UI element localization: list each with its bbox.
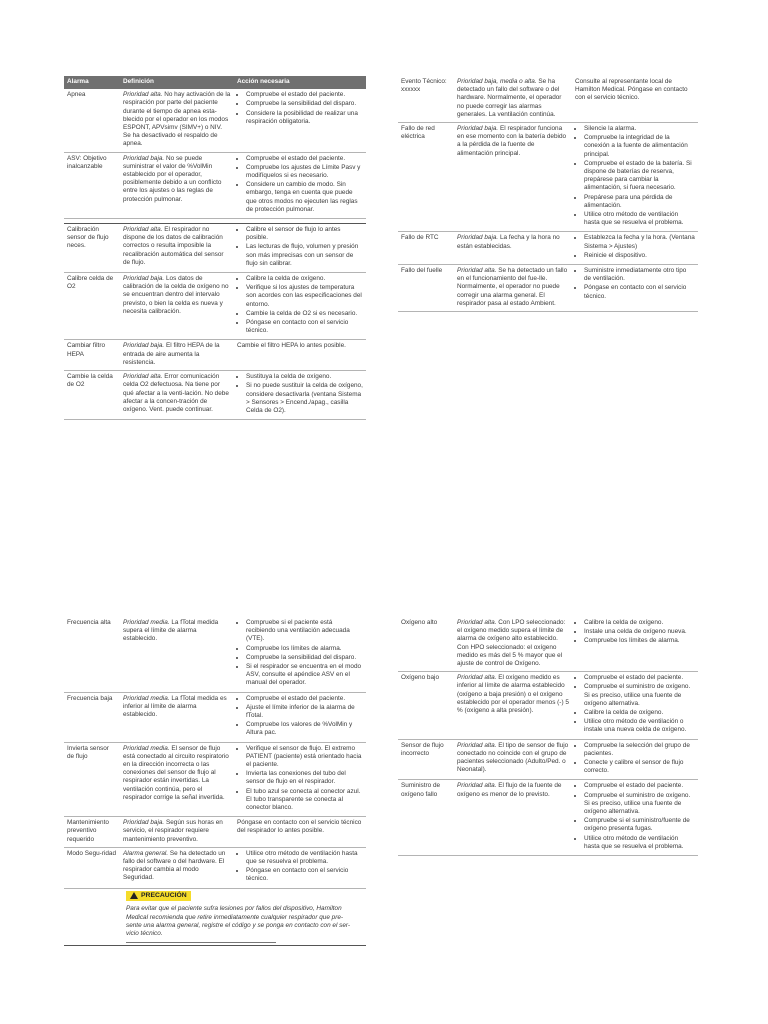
action-item: • Calibre el sensor de flujo lo antes posible.	[246, 226, 363, 242]
action-item: • Compruebe si el suministro/fuente de oxígeno presenta fugas.	[584, 817, 695, 833]
table-row	[398, 617, 698, 672]
action-item: • Verifique si los ajustes de temperatura son acordes con las especificaciones del entorno.	[246, 284, 363, 309]
alarm-definition: Prioridad alta. Error comunicación celda O2 defectuosa. Na tiene por qué afectar a la venti-lación. No debe afectar a la concen-tración de oxígeno. Vent. puede continuar.	[123, 373, 229, 413]
alarm-action	[572, 740, 698, 780]
action-item: • Considere la posibilidad de realizar una respiración obligatoria.	[246, 110, 363, 126]
table-row	[398, 76, 698, 123]
alarm-action	[572, 123, 698, 231]
table-row	[64, 743, 366, 818]
alarm-action	[234, 224, 366, 272]
table-header	[64, 76, 366, 89]
action-item: • Conecte y calibre el sensor de flujo correcto.	[584, 759, 695, 775]
alarm-name: Frecuencia baja	[67, 694, 113, 702]
alarm-definition: Prioridad alta. El tipo de sensor de flujo conectado no coincide con el grupo de pacientes seleccionado (Adulto/Ped. o Neonatal).	[457, 741, 569, 774]
alarm-action	[572, 232, 698, 264]
alarm-definition: Prioridad baja. Según sus horas en servicio, el respirador requiere mantenimiento preventivo.	[123, 819, 223, 843]
alarm-table-top-right	[398, 76, 698, 312]
table-row	[398, 123, 698, 232]
alarm-action	[234, 273, 366, 339]
warning-icon	[130, 892, 138, 899]
action-item: • Compruebe la selección del grupo de pacientes.	[584, 742, 695, 758]
alarm-name: Oxígeno alto	[401, 619, 438, 626]
alarm-name: ASV: Objetivo inalcanzable	[67, 154, 107, 170]
alarm-definition: Prioridad baja. Los datos de calibración de la celda de oxígeno no se encuentran dentro del intervalo previsto, o bien la celda es nueva y necesita calibración.	[123, 275, 229, 315]
table-row	[64, 371, 366, 420]
caution-rule	[126, 942, 276, 943]
alarm-action: Póngase en contacto con el servicio técnico del respirador lo antes posible.	[237, 819, 362, 835]
alarm-action	[572, 265, 698, 311]
action-item: • Silencie la alarma.	[584, 125, 695, 133]
alarm-action	[572, 780, 698, 855]
action-item: • Compruebe el estado de la batería. Si dispone de baterías de reserva, prepárese para cambiar la alimentación, si fuera necesario.	[584, 160, 695, 193]
table-row	[64, 340, 366, 371]
alarm-definition: Prioridad baja, media o alta. Se ha detectado un fallo del software o del hardware. Normalmente, el operador no puede corregir las alarmas generales. La ventilación continúa.	[457, 78, 562, 118]
action-item: • Sustituya la celda de oxígeno.	[246, 373, 363, 381]
alarm-name: Sensor de flujo incorrecto	[401, 741, 444, 757]
table-row	[64, 693, 366, 743]
action-item: • Suministre inmediatamente otro tipo de ventilación.	[584, 267, 695, 283]
alarm-name: Frecuencia alta	[67, 619, 111, 626]
action-item: • Calibre la celda de oxígeno.	[584, 619, 695, 627]
alarm-definition: Alarma general. Se ha detectado un fallo del software o del hardware. El respirador cambia al modo Seguridad.	[123, 849, 226, 882]
alarm-action	[572, 617, 698, 671]
alarm-name: Fallo de red eléctrica	[401, 125, 435, 141]
alarm-definition: Prioridad alta. El flujo de la fuente de oxígeno es menor de lo previsto.	[457, 782, 562, 798]
action-item: • Compruebe la sensibilidad del disparo.	[246, 654, 363, 662]
table-row	[64, 617, 366, 693]
table-row	[64, 817, 366, 848]
alarm-definition: Prioridad baja. El filtro HEPA de la entrada de aire aumenta la resistencia.	[123, 342, 220, 366]
alarm-table-top-left	[64, 76, 366, 420]
alarm-name: Modo Segu-ridad	[67, 849, 117, 857]
caution-title	[126, 891, 191, 901]
action-item: • Cambie la celda de O2 si es necesario.	[246, 310, 363, 318]
action-item: • Calibre la celda de oxígeno.	[246, 275, 363, 283]
alarm-name: Calibración sensor de flujo neces.	[67, 226, 109, 250]
alarm-definition: Prioridad alta. El oxígeno medido es inferior al límite de alarma establecido (oxígeno a baja presión) o el oxígeno establecido por el operador menos (-) 5 % (oxígeno a alta presión).	[457, 674, 569, 715]
alarm-name: Calibre celda de O2	[67, 275, 114, 291]
action-item: • Instale una celda de oxígeno nueva.	[584, 628, 695, 636]
action-item: • Las lecturas de flujo, volumen y presión son más imprecisas con un sensor de flujo sin calibrar.	[246, 243, 363, 268]
action-item: • Utilice otro método de ventilación o instale una nueva celda de oxígeno.	[584, 718, 695, 734]
alarm-name: Cambiar filtro HEPA	[67, 342, 105, 358]
action-item: • Utilice otro método de ventilación hasta que se resuelva el problema.	[584, 835, 695, 851]
table-row	[64, 273, 366, 340]
table-row	[64, 89, 366, 152]
action-item: • Compruebe los ajustes de Límite Pasv y modifíquelos si es necesario.	[246, 164, 363, 180]
alarm-definition: Prioridad alta. Se ha detectado un fallo en el funcionamiento del fue-lle. Normalmente, el operador no puede corregir una alarma general. El respirador pasa al estado Ambient.	[457, 267, 568, 307]
alarm-name: Mantenimiento preventivo requerido	[67, 819, 109, 843]
alarm-action	[234, 617, 366, 692]
action-item: • Utilice otro método de ventilación hasta que se resuelva el problema.	[246, 850, 363, 866]
alarm-table-bottom-left	[64, 617, 366, 946]
action-item: • Compruebe el suministro de oxígeno. Si es preciso, utilice una fuente de oxígeno alternativa.	[584, 792, 695, 817]
header-action: Acción necesaria	[237, 78, 290, 85]
alarm-definition: Prioridad baja. No se puede suministrar el valor de %VolMin establecido por el operador, posiblemente debido a un conflicto entre los ajustes o las reglas de protección pulmonar.	[123, 154, 222, 203]
alarm-definition: Prioridad media. La fTotal medida supera el límite de alarma establecido.	[123, 619, 219, 643]
alarm-action	[234, 693, 366, 742]
alarm-definition: Prioridad baja. La fecha y la hora no están establecidas.	[457, 234, 560, 250]
action-item: • Compruebe el estado del paciente.	[584, 782, 695, 790]
alarm-definition: Prioridad baja. El respirador funciona en ese momento con la batería debido a la pérdida de la fuente de alimentación principal.	[457, 125, 567, 157]
action-item: • Compruebe la sensibilidad del disparo.	[246, 100, 363, 108]
table-row	[64, 153, 366, 219]
action-item: • Compruebe los límites de alarma.	[246, 645, 363, 653]
alarm-action	[234, 153, 366, 218]
action-item: • Póngase en contacto con el servicio técnico.	[584, 284, 695, 300]
action-item: • Prepárese para una pérdida de alimentación.	[584, 194, 695, 210]
action-item: • Reinicie el dispositivo.	[584, 252, 695, 260]
alarm-definition: Prioridad alta. Con LPO seleccionado: el oxígeno medido supera el límite de alarma de oxígeno alto establecido. Con HPO seleccionado: el oxígeno medido es más del 5 % mayor que el ajuste de control de Oxígeno.	[457, 619, 566, 668]
action-item: • Compruebe el suministro de oxígeno. Si es preciso, utilice una fuente de oxígeno alternativa.	[584, 683, 695, 708]
action-item: • Compruebe si el paciente está recibiendo una ventilación adecuada (VTE).	[246, 619, 363, 644]
alarm-name: Cambie la celda de O2	[67, 373, 113, 389]
action-item: • Si no puede sustituir la celda de oxígeno, considere desactivarla (ventana Sistema > Sensores > Encend./apag., casilla Celda de O2).	[246, 382, 363, 415]
alarm-name: Evento Técnico: xxxxxx	[401, 78, 447, 94]
action-item: • Calibre la celda de oxígeno.	[584, 709, 695, 717]
action-item: • Establezca la fecha y la hora. (Ventana Sistema > Ajustes)	[584, 234, 695, 250]
alarm-definition: Prioridad media. El sensor de flujo está conectado al circuito respiratorio en la dirección incorrecta o las conexiones del sensor de flujo al respirador están invertidas. La ventilación continúa, pero el respirador corrige la señal invertida.	[123, 744, 229, 801]
header-definition: Definición	[123, 78, 154, 85]
alarm-name: Invierta sensor de flujo	[67, 744, 109, 760]
action-item: • Compruebe el estado del paciente.	[584, 674, 695, 682]
action-item: • Verifique el sensor de flujo. El extremo PATIENT (paciente) está orientado hacia el paciente.	[246, 745, 363, 770]
alarm-definition: Prioridad alta. No hay activación de la respiración por parte del paciente durante el tiempo de apnea esta-blecido por el operador en los modos ESPONT, APVsimv (SIMV+) o NIV. Se ha desactivado el respaldo de apnea.	[123, 91, 231, 148]
alarm-name: Apnea	[67, 91, 86, 99]
table-row	[398, 740, 698, 781]
table-row	[398, 265, 698, 312]
alarm-action	[234, 371, 366, 419]
table-row	[398, 232, 698, 265]
action-item: • Póngase en contacto con el servicio técnico.	[246, 867, 363, 883]
alarm-name: Fallo del fuelle	[401, 267, 443, 275]
table-row	[64, 848, 366, 889]
action-item: • Utilice otro método de ventilación hasta que se resuelva el problema.	[584, 211, 695, 227]
alarm-action	[234, 743, 366, 817]
action-item: • Considere un cambio de modo. Sin embargo, tenga en cuenta que puede que otros modos no ejecuten las reglas de protección pulmonar.	[246, 181, 363, 214]
alarm-action: Consulte al representante local de Hamilton Medical. Póngase en contacto con el servicio técnico.	[575, 78, 688, 102]
alarm-definition: Prioridad media. La fTotal medida es inferior al límite de alarma establecido.	[123, 694, 227, 719]
alarm-action	[572, 672, 698, 738]
alarm-action	[234, 848, 366, 888]
action-item: • Compruebe los límites de alarma.	[584, 637, 695, 645]
action-item: • El tubo azul se conecta al conector azul. El tubo transparente se conecta al conector blanco.	[246, 788, 363, 813]
table-row	[398, 672, 698, 739]
action-item: • Compruebe el estado del paciente.	[246, 155, 363, 163]
action-item: • Ajuste el límite inferior de la alarma de fTotal.	[246, 704, 363, 720]
table-row	[398, 780, 698, 856]
action-item: • Invierta las conexiones del tubo del sensor de flujo en el respirador.	[246, 770, 363, 786]
caution-box	[126, 891, 362, 944]
alarm-definition: Prioridad alta. El respirador no dispone de los datos de calibración correctos o resulta imposible la recalibración automática del sensor de flujo.	[123, 226, 224, 266]
action-item: • Si el respirador se encuentra en el modo ASV, consulte el apéndice ASV en el manual del operador.	[246, 663, 363, 688]
alarm-action	[234, 89, 366, 151]
alarm-action: Cambie el filtro HEPA lo antes posible.	[237, 342, 346, 350]
header-alarm: Alarma	[67, 78, 89, 85]
table-row	[64, 224, 366, 273]
caution-text: Para evitar que el paciente sufra lesiones por fallos del dispositivo, Hamilton Medical recomienda que retire inmediatamente cualquier respirador que pre-sente una alarma general, registre el código y se ponga en contacto con el ser-vicio técnico.	[126, 905, 351, 938]
alarm-name: Oxígeno bajo	[401, 674, 440, 682]
alarm-name: Fallo de RTC	[401, 234, 439, 242]
action-item: • Compruebe los valores de %VolMin y Altura pac.	[246, 721, 363, 737]
caution-title-text: PRECAUCIÓN	[141, 891, 187, 899]
alarm-table-bottom-right	[398, 617, 698, 856]
alarm-name: Suministro de oxígeno fallo	[401, 782, 441, 798]
action-item: • Póngase en contacto con el servicio técnico.	[246, 319, 363, 335]
action-item: • Compruebe el estado del paciente.	[246, 695, 363, 703]
action-item: • Compruebe el estado del paciente.	[246, 91, 363, 99]
action-item: • Compruebe la integridad de la conexión a la fuente de alimentación principal.	[584, 134, 695, 159]
